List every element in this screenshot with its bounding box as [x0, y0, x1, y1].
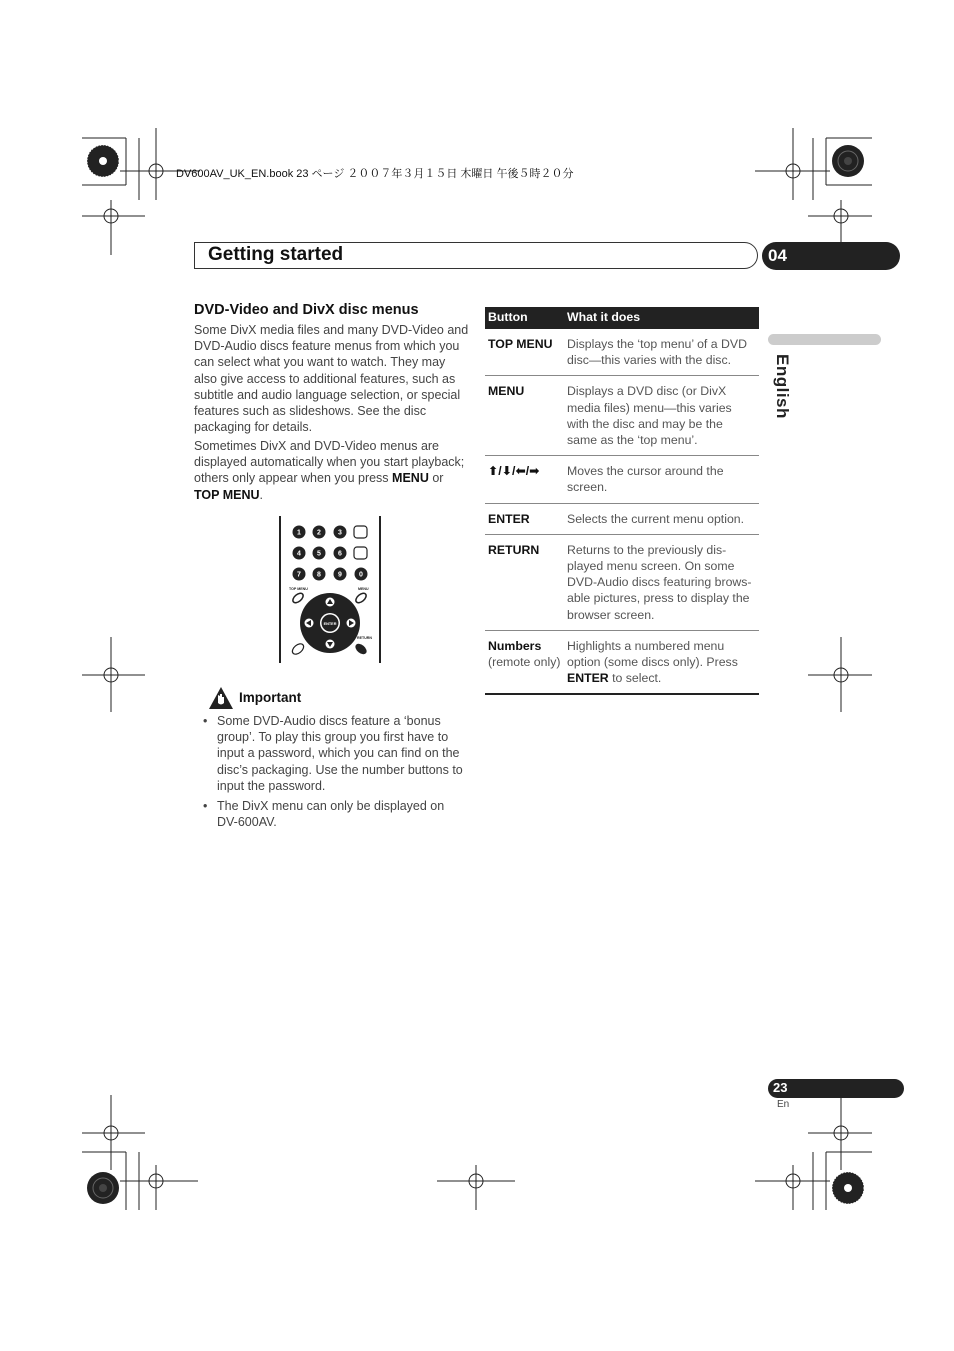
- warning-icon: [208, 686, 234, 710]
- key-8: 8: [317, 571, 321, 579]
- page-number: 23: [773, 1080, 788, 1095]
- table-row: [485, 534, 759, 630]
- print-book-info: DV600AV_UK_EN.book 23 ページ ２００７年３月１５日 木曜日 午後５時２０分: [176, 168, 574, 180]
- remote-control-illustration: [279, 516, 383, 663]
- numbers-desc-end: to select.: [608, 671, 662, 686]
- column-header-button: Button: [485, 307, 564, 329]
- key-2: 2: [317, 529, 321, 537]
- table-cell-button: [485, 630, 564, 694]
- table-cell-desc: Selects the current menu option.: [564, 503, 759, 534]
- table-row: [485, 503, 759, 534]
- table-cell-button: ⬆/⬇/⬅/➡: [485, 456, 564, 503]
- table-cell-desc: Returns to the previously dis-played menu screen. On some DVD-Audio discs featuring brows-able pictures, press to display the browser screen.: [564, 534, 759, 630]
- period-text: .: [259, 487, 264, 502]
- chapter-number: 04: [768, 246, 787, 265]
- key-1: 1: [297, 529, 301, 537]
- menu-key-label: MENU: [358, 587, 369, 591]
- key-7: 7: [297, 571, 301, 579]
- table-cell-desc: Displays the ‘top menu’ of a DVD disc—this varies with the disc.: [564, 329, 759, 376]
- table-row: [485, 456, 759, 503]
- important-list: [203, 713, 468, 834]
- list-item: • The DivX menu can only be displayed on DV-600AV.: [203, 799, 445, 830]
- return-key-label: RETURN: [357, 636, 372, 640]
- language-tab-bar: [768, 334, 881, 345]
- intro-paragraph: Some DivX media files and many DVD-Video and DVD-Audio discs feature menus from which you can select what you want to watch. They may also give access to additional features, such as subtitle and audio language selection, or special features such as slideshows. See the disc packaging for details.: [194, 323, 469, 435]
- list-item: • Some DVD-Audio discs feature a ‘bonus group’. To play this group you first have to input a password, which you can find on the disc’s packaging. Use the number buttons to input the password.: [203, 714, 463, 793]
- table-cell-button: RETURN: [485, 534, 564, 630]
- numbers-label: Numbers: [488, 638, 542, 653]
- list-item-text: The DivX menu can only be displayed on DV-600AV.: [217, 799, 445, 830]
- key-9: 9: [338, 571, 342, 579]
- table-cell-desc: Moves the cursor around the screen.: [564, 456, 759, 503]
- enter-keyword: ENTER: [567, 671, 609, 686]
- column-header-function: What it does: [564, 307, 759, 329]
- enter-key-label: ENTER: [323, 622, 337, 626]
- table-cell-button: TOP MENU: [485, 329, 564, 376]
- page-title: Getting started: [208, 244, 344, 265]
- key-0: 0: [359, 571, 363, 579]
- table-cell-button: ENTER: [485, 503, 564, 534]
- numbers-sublabel: (remote only): [488, 655, 561, 670]
- page-number-tab: [768, 1079, 904, 1098]
- menu-keyword: MENU: [392, 471, 429, 486]
- button-table: [485, 307, 759, 695]
- key-5: 5: [317, 550, 321, 558]
- important-title: Important: [239, 690, 302, 705]
- key-6: 6: [338, 550, 342, 558]
- table-cell-desc: [564, 630, 759, 694]
- table-row: [485, 329, 759, 376]
- key-4: 4: [297, 550, 301, 558]
- numbers-desc-text: Highlights a numbered menu option (some discs only). Press: [567, 638, 738, 670]
- table-cell-button: MENU: [485, 376, 564, 456]
- section-title: DVD-Video and DivX disc menus: [194, 302, 419, 318]
- table-row: [485, 630, 759, 694]
- key-3: 3: [338, 529, 342, 537]
- language-tab-label: English: [773, 354, 792, 419]
- list-item-text: Some DVD-Audio discs feature a ‘bonus group’. To play this group you first have to input a password, which you can find on the disc’s packaging. Use the number buttons to input the password.: [217, 714, 463, 793]
- or-text: or: [428, 471, 444, 486]
- table-row: [485, 376, 759, 456]
- table-header-row: [485, 307, 759, 329]
- menus-paragraph-text: Sometimes DivX and DVD-Video menus are displayed automatically when you start playback; others only appear when you press: [194, 439, 465, 486]
- top-menu-key-label: TOP MENU: [289, 587, 308, 591]
- page-language: En: [777, 1099, 790, 1110]
- table-cell-desc: Displays a DVD disc (or DivX media files) menu—this varies with the disc and may be the same as the ‘top menu’.: [564, 376, 759, 456]
- top-menu-keyword: TOP MENU: [194, 487, 260, 502]
- menus-paragraph: [194, 438, 469, 503]
